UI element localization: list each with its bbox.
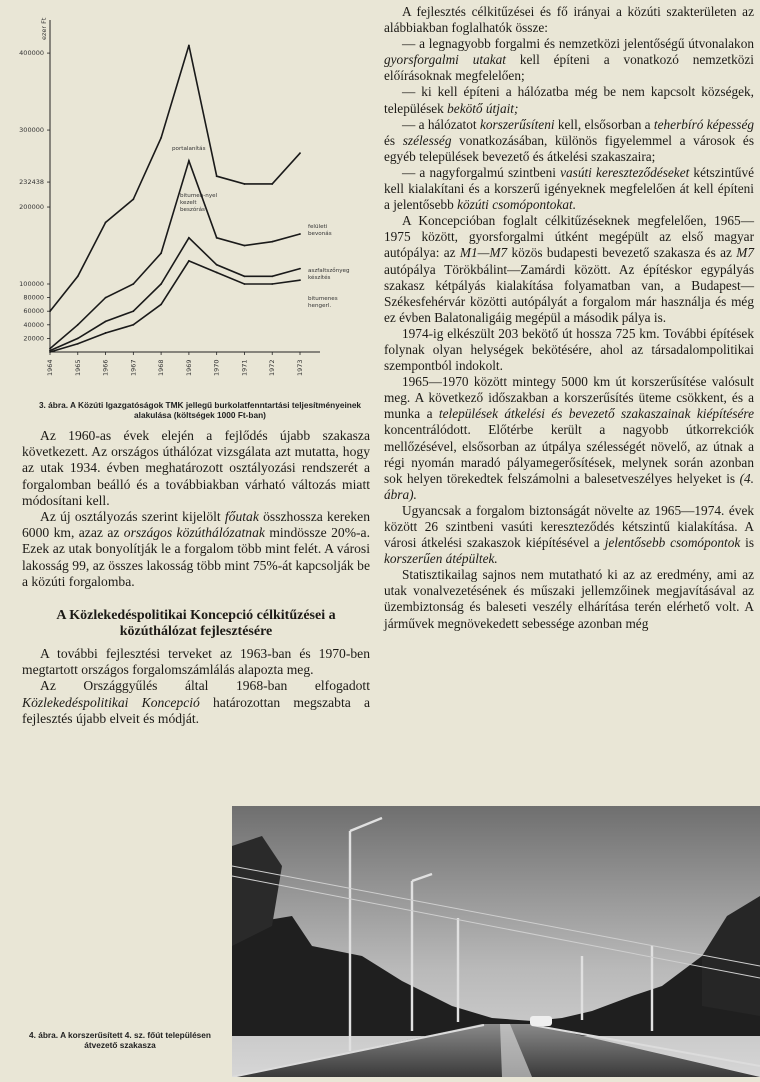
series-3-point <box>105 321 107 323</box>
right-paragraph-3: 1974-ig elkészült 203 bekötő út hossza 725 km. További építések folynak olyan helységek bekötésére, ahol az társadalompolitikai szempontból indokolt. <box>384 325 754 374</box>
series-2-point <box>216 237 218 239</box>
series-3-point <box>216 264 218 266</box>
bullet-4: — a nagyforgalmú szintbeni vasúti kereszteződéseket kétszintűvé kell kialakítani és a korszerű igényeknek megfelelően át kell építeni a jelentősebb közúti csomópontokat. <box>384 164 754 213</box>
series-1-point <box>244 183 246 185</box>
series-2-point <box>188 160 190 162</box>
figure-4-caption: 4. ábra. A korszerűsített 4. sz. főút településen átvezető szakasza <box>29 1030 211 1050</box>
chart-annotation: bitumen-nyel kezelt beszórás <box>180 193 218 213</box>
chart-svg <box>0 0 380 400</box>
series-2-point <box>105 297 107 299</box>
series-1-point <box>49 310 51 312</box>
x-tick-label: 1971 <box>240 359 249 376</box>
series-line-4 <box>50 261 300 352</box>
right-paragraph-6: Statisztikailag sajnos nem mutatható ki az az eredmény, ami az utak vonalvezetésének és műszaki jellemzőinek megjavításával az üzembiztonság és baleseti veszély elhárítása terén elérhető volt. A járművek megnövekedett sebessége azonban még <box>384 567 754 631</box>
x-tick-label: 1967 <box>129 359 138 376</box>
series-4-point <box>188 260 190 262</box>
series-1-point <box>105 222 107 224</box>
series-3-point <box>271 275 273 277</box>
section-heading: A Közlekedéspolitikai Koncepció célkitűzései a közúthálózat fejlesztésére <box>56 608 336 640</box>
series-2-point <box>49 348 51 350</box>
series-2-point <box>132 283 134 285</box>
series-4-point <box>271 283 273 285</box>
y-tick-label: 400000 <box>19 49 44 58</box>
y-tick-label: 40000 <box>23 320 44 329</box>
series-2-point <box>299 233 301 235</box>
y-axis-label: ezer Ft <box>40 17 48 40</box>
y-tick-label: 100000 <box>19 280 44 288</box>
right-column <box>384 4 754 632</box>
chart-annotation: bitumenes hengerl. <box>308 296 338 309</box>
series-3-point <box>160 283 162 285</box>
series-1-point <box>299 152 301 154</box>
car <box>530 1016 552 1026</box>
road-photo-illustration <box>232 806 760 1077</box>
series-4-point <box>216 272 218 274</box>
series-1-point <box>132 198 134 200</box>
figure-3-caption: 3. ábra. A Közúti Igazgatóságok TMK jellegű burkolatfenntartási teljesítményeinek alakulása (költségek 1000 Ft-ban) <box>38 400 362 420</box>
right-paragraph-2: A Koncepcióban foglalt célkitűzéseknek megfelelően, 1965—1975 között, gyorsforgalmi útként megépült az első magyar autópálya: az M1—M7 közös budapesti bevezető szakasza és az M7 autópálya Törökbálint—Zamárdi között. Az építéskor egypályás szakasz kétpályás kialakítása folyamatban van, a Budapest—Székesfehérvár közötti autópályát a forgalom már használja és még ez évben Balatonaligáig megépül a második pálya is. <box>384 213 754 325</box>
series-2-point <box>271 241 273 243</box>
y-tick-label: 20000 <box>23 334 44 343</box>
series-2-point <box>244 245 246 247</box>
y-tick-label: 80000 <box>23 293 44 302</box>
series-1-point <box>188 44 190 46</box>
series-1-point <box>216 175 218 177</box>
series-1-point <box>77 275 79 277</box>
bullet-2: — ki kell építeni a hálózatba még be nem kapcsolt községek, települések bekötő útjait; <box>384 84 754 116</box>
series-line-2 <box>50 161 300 349</box>
chart-annotation: portalanítás <box>172 146 206 152</box>
series-1-point <box>271 183 273 185</box>
right-paragraph-1: A fejlesztés célkitűzései és fő irányai a közúti szakterületen az alábbiakban foglalhatók össze: <box>384 4 754 36</box>
left-column <box>22 428 370 727</box>
x-tick-label: 1970 <box>212 359 221 376</box>
y-tick-label: 300000 <box>19 126 44 135</box>
series-4-point <box>244 283 246 285</box>
y-tick-label: 232438 <box>19 178 44 187</box>
series-3-point <box>244 275 246 277</box>
right-paragraph-4: 1965—1970 között mintegy 5000 km út korszerűsítése valósult meg. A következő időszakban a korszerűsítés üteme csökkent, és a munka a települések átkelési és bevezető szakaszainak kiépítésére koncentrálódott. Előtérbe került a nagyobb útkorrekciók mellőzésével, elsősorban az útpálya szélességét növelő, az útnak a régi nyomán maradó pályamegerősítések, melynek során azonban sok helyen törekedtek felszámolni a balesetveszélyes helyeket is (4. ábra). <box>384 374 754 502</box>
series-line-3 <box>50 238 300 351</box>
bullet-1: — a legnagyobb forgalmi és nemzetközi jelentőségű útvonalakon gyorsforgalmi utakat kell építeni a vonatkozó nemzetközi előírásoknak megfelelően; <box>384 36 754 84</box>
figure-4-photo <box>232 806 760 1077</box>
x-tick-label: 1968 <box>157 359 166 376</box>
x-tick-label: 1966 <box>101 359 110 376</box>
series-4-point <box>160 304 162 306</box>
series-3-point <box>77 338 79 340</box>
series-line-1 <box>50 45 300 311</box>
y-tick-label: 60000 <box>23 307 44 316</box>
chart-annotation: aszfaltszőnyeg készítés <box>308 268 350 281</box>
x-tick-label: 1969 <box>184 359 193 376</box>
series-3-point <box>132 310 134 312</box>
series-3-point <box>188 237 190 239</box>
x-tick-label: 1965 <box>73 359 82 376</box>
series-4-point <box>77 343 79 345</box>
series-4-point <box>299 279 301 281</box>
figure-3-chart <box>0 0 380 400</box>
series-3-point <box>299 268 301 270</box>
right-paragraph-5: Ugyancsak a forgalom biztonságát növelte az 1965—1974. évek között 26 szintbeni vasúti kereszteződés kétszintű kialakítása. A városi átkelési szakaszok kiépítésével a jelentősebb csomópontok is korszerűen átépültek. <box>384 502 754 567</box>
left-paragraph-4: Az Országgyűlés által 1968-ban elfogadott Közlekedéspolitikai Koncepció határozottan megszabta a fejlesztés újabb elveit és módját. <box>22 678 370 726</box>
left-paragraph-2: Az új osztályozás szerint kijelölt főutak összhossza kereken 6000 km, azaz az országos közúthálózatnak mindössze 20%-a. Ezek az utak bonyolítják le a forgalom több mint felét. A városi lakosság 99, az összes lakosság több mint 75%-át kapcsolják be a közúti forgalomba. <box>22 509 370 589</box>
chart-annotation: felületi bevonás <box>308 224 332 237</box>
left-paragraph-1: Az 1960-as évek elején a fejlődés újabb szakasza következett. Az országos úthálózat vizsgálata azt mutatta, hogy az utak 1934. évben meghatározott osztályozási rendszerét a forgalomban beálló és a továbbiakban várható változás miatt módosítani kell. <box>22 428 370 508</box>
series-4-point <box>132 324 134 326</box>
x-tick-label: 1964 <box>46 359 54 376</box>
left-paragraph-3: A további fejlesztési terveket az 1963-ban és 1970-ben megtartott országos forgalomszámlálás alapozta meg. <box>22 646 370 678</box>
series-1-point <box>160 137 162 139</box>
x-tick-label: 1973 <box>296 359 304 376</box>
y-tick-label: 200000 <box>19 203 44 212</box>
series-4-point <box>49 351 51 353</box>
bullet-3: — a hálózatot korszerűsíteni kell, elsősorban a teherbíró képesség és szélesség vonatkozásában, különös figyelemmel a városok és egyéb települések bevezető és átkelési szakaszaira; <box>384 116 754 164</box>
x-tick-label: 1972 <box>268 359 277 376</box>
series-4-point <box>105 332 107 334</box>
series-2-point <box>160 252 162 254</box>
series-2-point <box>77 324 79 326</box>
